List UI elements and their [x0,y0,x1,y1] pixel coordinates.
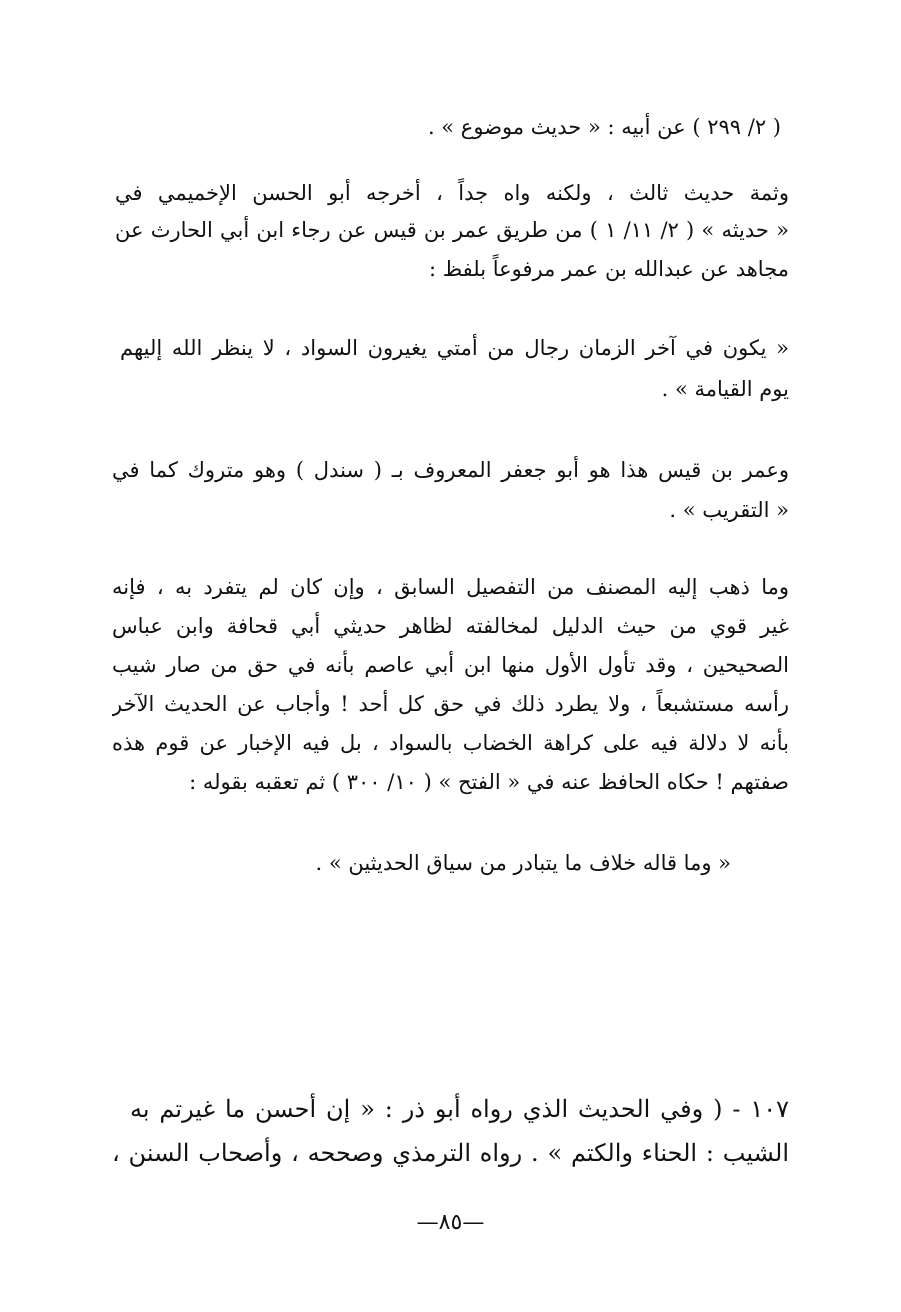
text-line-10: غير قوي من حيث الدليل لمخالفته لظاهر حديثي أبي قحافة وابن عباس [112,614,789,638]
text-line-4: مجاهد عن عبدالله بن عمر مرفوعاً بلفظ : [428,257,789,281]
text-line-6: يوم القيامة » . [661,377,789,401]
text-line-11: الصحيحين ، وقد تأول الأول منها ابن أبي عاصم بأنه في حق من صار شيب [112,653,789,677]
text-line-8: « التقريب » . [669,498,789,522]
text-line-17: الشيب : الحناء والكتم » . رواه الترمذي وصححه ، وأصحاب السنن ، [112,1139,789,1167]
page-number: —٨٥— [416,1210,485,1235]
text-line-13: بأنه لا دلالة فيه على كراهة الخضاب بالسواد ، بل فيه الإخبار عن قوم هذه [112,731,789,755]
text-line-9: وما ذهب إليه المصنف من التفصيل السابق ، وإن كان لم يتفرد به ، فإنه [112,575,789,599]
text-line-12: رأسه مستشبعاً ، ولا يطرد ذلك في حق كل أحد ! وأجاب عن الحديث الآخر [112,692,789,716]
text-line-14: صفتهم ! حكاه الحافظ عنه في « الفتح » ( ١٠/ ٣٠٠ ) ثم تعقبه بقوله : [189,770,789,794]
text-line-1: ( ٢/ ٢٩٩ ) عن أبيه : « حديث موضوع » . [427,115,781,139]
text-line-3: « حديثه » ( ٢/ ١١/ ١ ) من طريق عمر بن قيس عن رجاء ابن أبي الحارث عن [115,218,789,242]
text-line-15: « وما قاله خلاف ما يتبادر من سياق الحديثين » . [315,851,731,875]
text-line-5: « يكون في آخر الزمان رجال من أمتي يغيرون السواد ، لا ينظر الله إليهم [120,336,789,360]
text-line-16: ١٠٧ - ( وفي الحديث الذي رواه أبو ذر : « إن أحسن ما غيرتم به [130,1095,789,1123]
text-line-2: وثمة حديث ثالث ، ولكنه واه جداً ، أخرجه أبو الحسن الإخميمي في [115,181,789,205]
text-line-7: وعمر بن قيس هذا هو أبو جعفر المعروف بـ ( سندل ) وهو متروك كما في [112,458,789,482]
